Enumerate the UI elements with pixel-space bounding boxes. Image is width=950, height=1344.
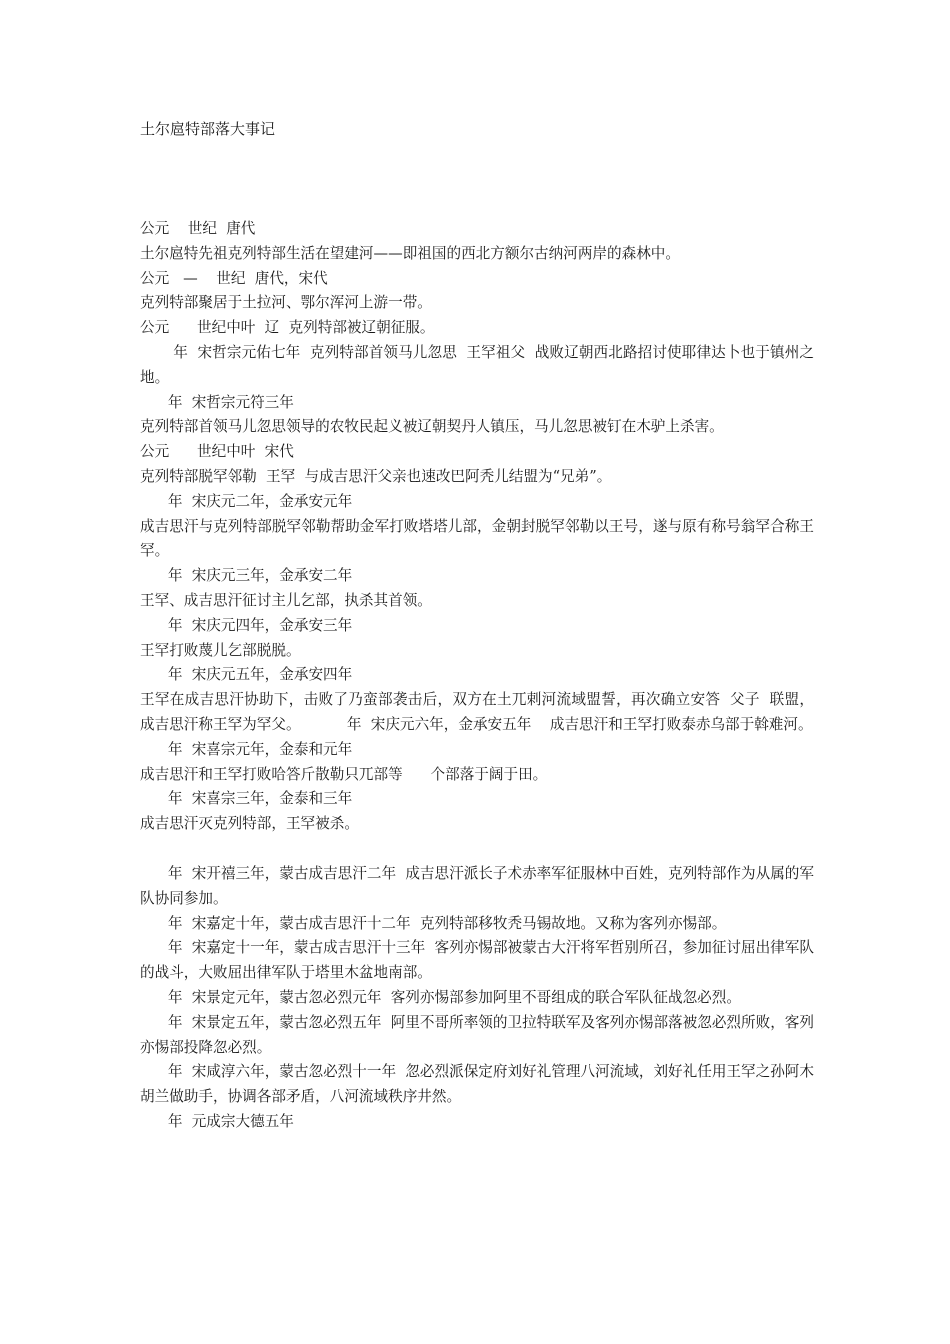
paragraph: 年 宋景定五年，蒙古忽必烈五年 阿里不哥所率领的卫拉特联军及客列亦惕部落被忽必烈所败，客列亦惕部投降忽必烈。	[140, 1013, 814, 1056]
paragraph: 年 宋嘉定十年，蒙古成吉思汗十二年 克列特部移牧秃马锡故地。又称为客列亦惕部。	[140, 914, 727, 932]
paragraph: 王罕打败蔑儿乞部脱脱。	[140, 641, 301, 659]
paragraph: 克列特部首领马儿忽思领导的农牧民起义被辽朝契丹人镇压，马儿忽思被钉在木驴上杀害。	[140, 418, 724, 436]
paragraph: 年 宋喜宗元年，金泰和元年	[140, 740, 353, 758]
paragraph: 年 宋景定元年，蒙古忽必烈元年 客列亦惕部参加阿里不哥组成的联合军队征战忽必烈。	[140, 988, 741, 1006]
document-body	[140, 217, 814, 1135]
paragraph: 年 宋嘉定十一年，蒙古成吉思汗十三年 客列亦惕部被蒙古大汗将军哲别所召，参加征讨屈出律军队的战斗，大败屈出律军队于塔里木盆地南部。	[140, 939, 814, 982]
paragraph: 克列特部聚居于土拉河、鄂尔浑河上游一带。	[140, 294, 432, 312]
paragraph: 公元 — 世纪 唐代，宋代	[140, 269, 328, 287]
paragraph: 年 宋哲宗元佑七年 克列特部首领马儿忽思 王罕祖父 战败辽朝西北路招讨使耶律达卜也于镇州之地。	[140, 343, 814, 386]
document-title: 土尔扈特部落大事记	[140, 120, 276, 138]
paragraph: 年 宋咸淳六年，蒙古忽必烈十一年 忽必烈派保定府刘好礼管理八河流域，刘好礼任用王罕之孙阿木胡兰做助手，协调各部矛盾，八河流域秩序井然。	[140, 1063, 814, 1106]
paragraph: 公元 世纪中叶 宋代	[140, 443, 294, 461]
paragraph: 克列特部脱罕邻勒 王罕 与成吉思汗父亲也速改巴阿秃儿结盟为“兄弟”。	[140, 467, 612, 485]
paragraph: 王罕在成吉思汗协助下，击败了乃蛮部袭击后，双方在土兀剌河流域盟誓，再次确立安答 父子 联盟，成吉思汗称王罕为罕父。 年 宋庆元六年，金承安五年 成吉思汗和王罕打败泰赤乌部于斡难河。	[140, 691, 814, 733]
paragraph: 年 宋庆元三年，金承安二年	[140, 567, 353, 585]
paragraph: 年 宋开禧三年，蒙古成吉思汗二年 成吉思汗派长子术赤率军征服林中百姓，克列特部作为从属的军队协同参加。	[140, 864, 814, 907]
paragraph: 年 宋庆元五年，金承安四年	[140, 666, 353, 684]
paragraph: 年 宋庆元四年，金承安三年	[140, 616, 353, 634]
paragraph: 年 元成宗大德五年	[140, 1112, 294, 1130]
paragraph: 成吉思汗和王罕打败哈答斤散勒只兀部等 个部落于阔于田。	[140, 765, 548, 783]
paragraph: 王罕、成吉思汗征讨主儿乞部，执杀其首领。	[140, 591, 432, 609]
paragraph: 土尔扈特先祖克列特部生活在望建河——即祖国的西北方额尔古纳河两岸的森林中。	[140, 244, 680, 262]
paragraph: 成吉思汗与克列特部脱罕邻勒帮助金军打败塔塔儿部，金朝封脱罕邻勒以王号，遂与原有称号翁罕合称王罕。	[140, 517, 814, 560]
paragraph: 公元 世纪 唐代	[140, 220, 256, 237]
blank-line	[140, 837, 814, 862]
paragraph: 公元 世纪中叶 辽 克列特部被辽朝征服。	[140, 319, 435, 337]
paragraph: 成吉思汗灭克列特部，王罕被杀。	[140, 815, 359, 833]
paragraph: 年 宋喜宗三年，金泰和三年	[140, 790, 353, 808]
paragraph: 年 宋庆元二年，金承安元年	[140, 492, 353, 510]
paragraph: 年 宋哲宗元符三年	[140, 393, 294, 411]
